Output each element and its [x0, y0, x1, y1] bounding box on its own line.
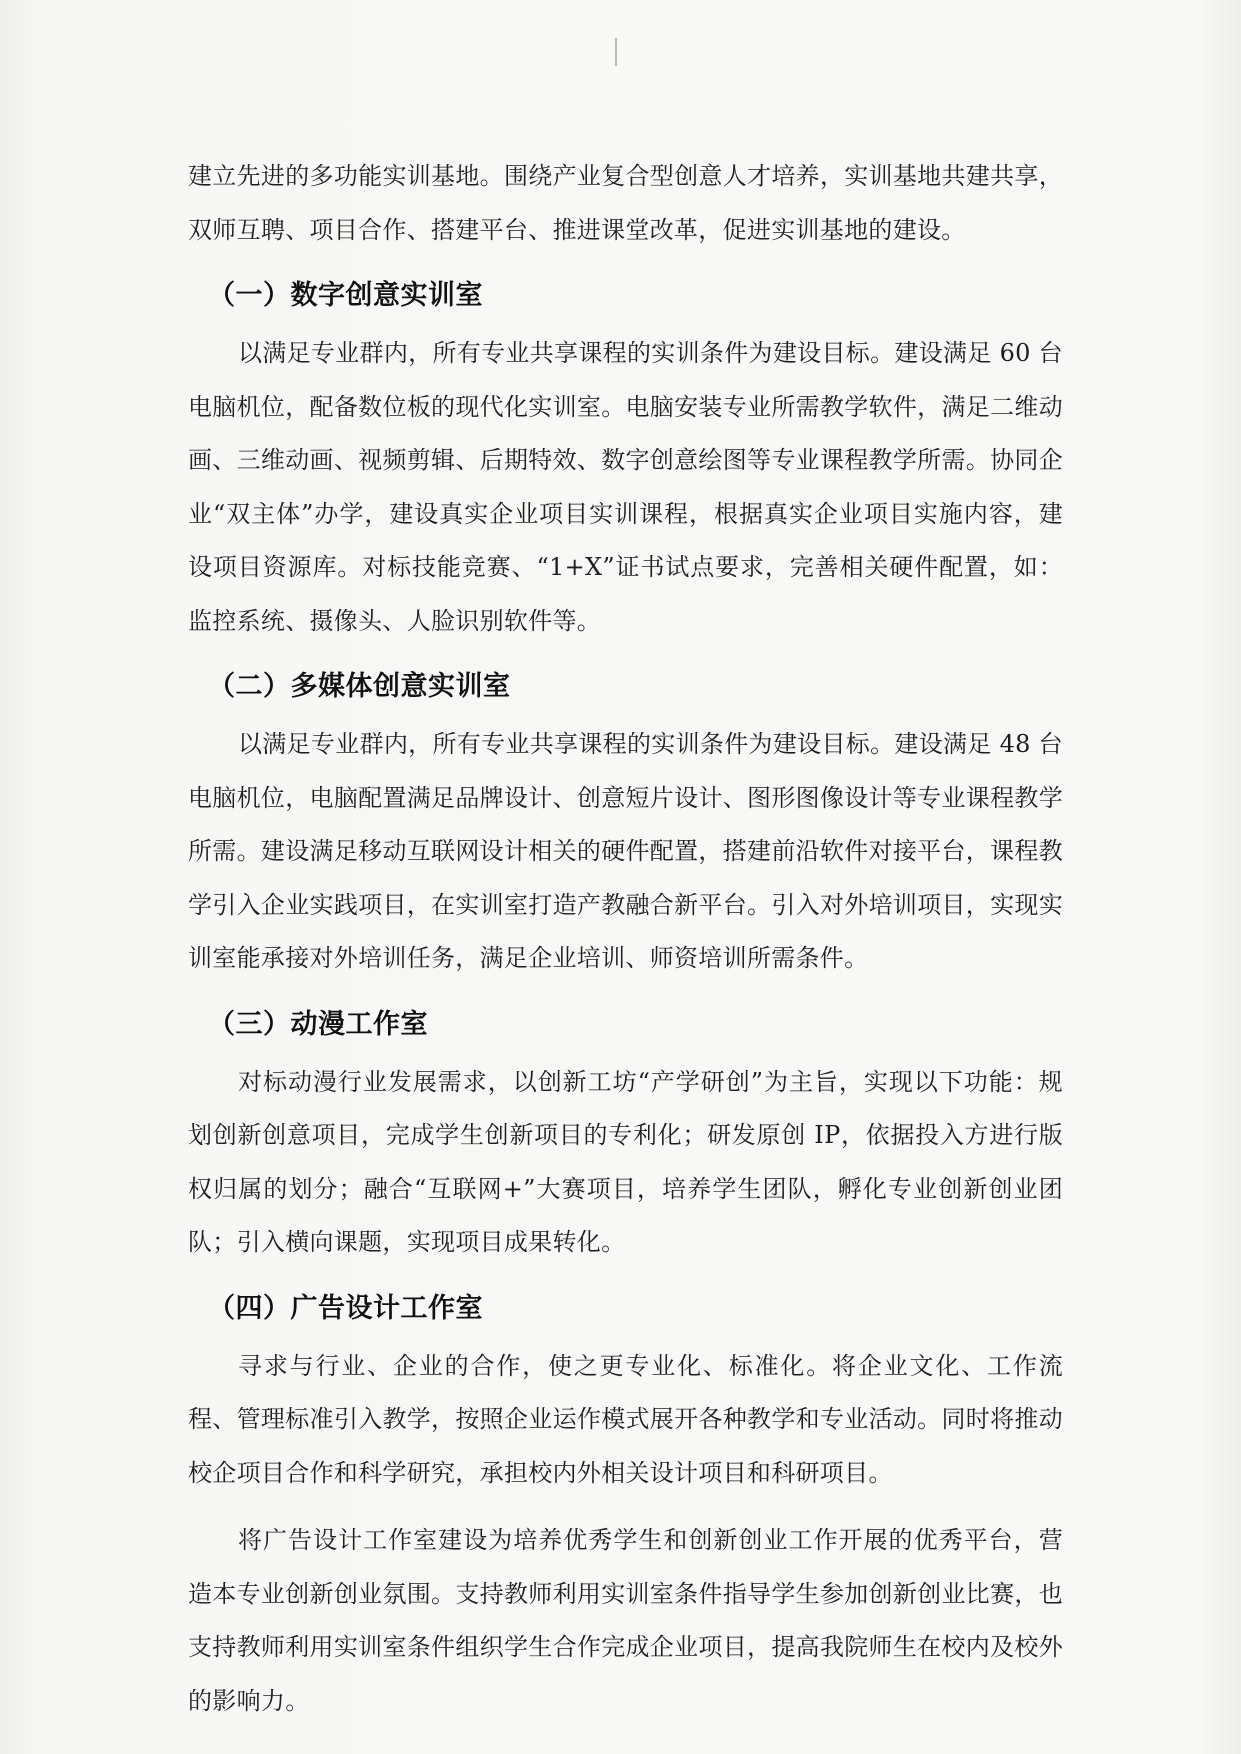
intro-paragraph: 建立先进的多功能实训基地。围绕产业复合型创意人才培养，实训基地共建共享，双师互聘、项目合作、搭建平台、推进课堂改革，促进实训基地的建设。: [188, 162, 1063, 244]
section-paragraph: 以满足专业群内，所有专业共享课程的实训条件为建设目标。建设满足 48 台电脑机位，电脑配置满足品牌设计、创意短片设计、图形图像设计等专业课程教学所需。建设满足移动互联网设计相关的硬件配置，搭建前沿软件对接平台，课程教学引入企业实践项目，在实训室打造产教融合新平台。引入对外培训项目，实现实训室能承接对外培训任务，满足企业培训、师资培训所需条件。: [188, 730, 1063, 972]
scan-mark: [615, 38, 617, 66]
section-paragraph: 以满足专业群内，所有专业共享课程的实训条件为建设目标。建设满足 60 台电脑机位，配备数位板的现代化实训室。电脑安装专业所需教学软件，满足二维动画、三维动画、视频剪辑、后期特效、数字创意绘图等专业课程教学所需。协同企业“双主体”办学，建设真实企业项目实训课程，根据真实企业项目实施内容，建设项目资源库。对标技能竞赛、“1+X”证书试点要求，完善相关硬件配置，如：监控系统、摄像头、人脸识别软件等。: [188, 339, 1063, 635]
section-heading-advertising-design-studio: （四）广告设计工作室: [208, 1292, 483, 1324]
section-heading-animation-studio: （三）动漫工作室: [208, 1008, 428, 1040]
document-body: [188, 150, 1063, 1728]
section-paragraph: 对标动漫行业发展需求，以创新工坊“产学研创”为主旨，实现以下功能：规划创新创意项目，完成学生创新项目的专利化；研发原创 IP，依据投入方进行版权归属的划分；融合“互联网+”大赛项目，培养学生团队，孵化专业创新创业团队；引入横向课题，实现项目成果转化。: [188, 1067, 1063, 1256]
section-paragraph: 将广告设计工作室建设为培养优秀学生和创新创业工作开展的优秀平台，营造本专业创新创业氛围。支持教师利用实训室条件指导学生参加创新创业比赛，也支持教师利用实训室条件组织学生合作完成企业项目，提高我院师生在校内及校外的影响力。: [188, 1526, 1063, 1715]
section-heading-digital-creative-lab: （一）数字创意实训室: [208, 280, 483, 311]
section-paragraph: 寻求与行业、企业的合作，使之更专业化、标准化。将企业文化、工作流程、管理标准引入教学，按照企业运作模式展开各种教学和专业活动。同时将推动校企项目合作和科学研究，承担校内外相关设计项目和科研项目。: [188, 1351, 1063, 1487]
section-heading-multimedia-creative-lab: （二）多媒体创意实训室: [208, 671, 511, 702]
